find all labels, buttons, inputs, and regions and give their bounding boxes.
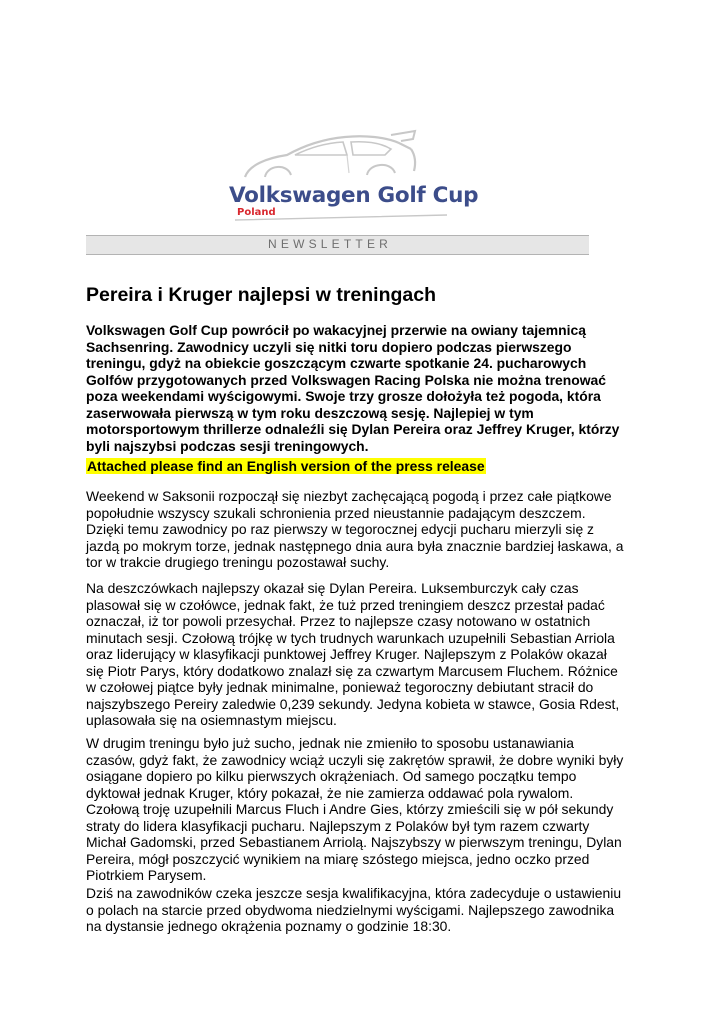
paragraph-line: tor w trakcie drugiego treningu pozostawał suchy. bbox=[86, 554, 390, 570]
body-paragraph-4 bbox=[86, 885, 646, 935]
newsletter-label: NEWSLETTER bbox=[268, 237, 393, 251]
lead-line: byli najszybsi podczas sesji treningowych. bbox=[86, 437, 369, 454]
paragraph-line: W drugim treningu było już sucho, jednak nie zmieniło to sposobu ustanawiania bbox=[86, 735, 574, 751]
lead-line: Golfów przygotowanych przed Volkswagen Racing Polska nie można trenować bbox=[86, 371, 606, 388]
lead-line: zaserwowała pierwszą w tym roku deszczową sesję. Najlepiej w tym bbox=[86, 404, 534, 421]
paragraph-line: Weekend w Saksonii rozpoczął się niezbyt zachęcającą pogodą i przez całe piątkowe bbox=[86, 488, 612, 504]
english-version-note bbox=[86, 458, 486, 474]
paragraph-line: Czołową troję uzupełnili Marcus Fluch i Andre Gies, którzy zmieścili się w pół sekundy bbox=[86, 801, 614, 817]
paragraph-line: popołudnie wszyscy szukali schronienia przed nieustannie padającym deszczem. bbox=[86, 504, 586, 521]
paragraph-line: jazdą po mokrym torze, jednak następnego dnia aura była znacznie bardziej łaskawa, a bbox=[86, 537, 624, 554]
lead-paragraph bbox=[86, 322, 646, 454]
lead-line: treningu, gdyż na obiekcie goszczącym czwarte spotkanie 24. pucharowych bbox=[86, 355, 587, 371]
paragraph-line: najszybszego Pereiry zaledwie 0,239 sekundy. Jedyna kobieta w stawce, Gosia Rdest, bbox=[86, 695, 620, 712]
english-version-highlight: Attached please find an English version of the press release bbox=[87, 458, 485, 474]
body-paragraph-1 bbox=[86, 488, 646, 571]
paragraph-line: o polach na starcie przed obydwoma niedzielnymi wyścigami. Najlepszego zawodnika bbox=[86, 901, 615, 918]
paragraph-line: minutach sesji. Czołową trójkę w tych trudnych warunkach uzupełnili Sebastian Arriola bbox=[86, 629, 615, 646]
paragraph-line: na dystansie jednego okrążenia poznamy o godzinie 18:30. bbox=[86, 918, 452, 934]
paragraph-line: Piotrkiem Parysem. bbox=[86, 867, 207, 883]
paragraph-line: Dziś na zawodników czeka jeszcze sesja kwalifikacyjna, która zadecyduje o ustawieniu bbox=[86, 885, 622, 901]
logo bbox=[215, 125, 479, 225]
lead-line: Volkswagen Golf Cup powrócił po wakacyjnej przerwie na owiany tajemnicą bbox=[86, 322, 586, 338]
paragraph-line: osiągane dopiero po kilku pierwszych okrążeniach. Od samego początku tempo bbox=[86, 768, 577, 784]
paragraph-line: dyktował jednak Kruger, który pokazał, że nie zamierza oddawać pola rywalom. bbox=[86, 784, 574, 801]
paragraph-line: uplasowała się na osiemnastym miejscu. bbox=[86, 712, 337, 728]
paragraph-line: straty do lidera klasyfikacji pucharu. Najlepszym z Polaków był tym razem czwarty bbox=[86, 817, 590, 834]
paragraph-line: plasował się w czołówce, jednak fakt, że tuż przed treningiem deszcz przestał padać bbox=[86, 596, 605, 613]
paragraph-line: oznaczał, iż tor powoli przesychał. Przez to najlepsze czasy notowano w ostatnich bbox=[86, 613, 591, 629]
paragraph-line: Michał Gadomski, przed Sebastianem Arriolą. Najszybszy w pierwszym treningu, Dylan bbox=[86, 834, 622, 850]
lead-line: poza weekendami wyścigowymi. Swoje trzy grosze dołożyła też pogoda, która bbox=[86, 388, 601, 404]
brand-title: Volkswagen Golf Cup bbox=[229, 183, 479, 208]
paragraph-line: Na deszczówkach najlepszy okazał się Dylan Pereira. Luksemburczyk cały czas bbox=[86, 580, 579, 596]
newsletter-banner bbox=[86, 235, 589, 255]
paragraph-line: się Piotr Parys, który dodatkowo znalazł się za czwartym Marcusem Fluchem. Różnice bbox=[86, 662, 618, 679]
brand-subtitle: Poland bbox=[237, 207, 276, 218]
lead-line: motorsportowym thrillerze odnaleźli się Dylan Pereira oraz Jeffrey Kruger, którzy bbox=[86, 421, 620, 437]
paragraph-line: czasów, gdyż fakt, że zawodnicy wciąż uczyli się zakrętów sprawił, że dobre wyniki były bbox=[86, 751, 624, 768]
paragraph-line: oraz liderujący w klasyfikacji punktowej Jeffrey Kruger. Najlepszym z Polaków okazał bbox=[86, 646, 607, 662]
lead-line: Sachsenring. Zawodnicy uczyli się nitki toru dopiero podczas pierwszego bbox=[86, 338, 572, 355]
body-paragraph-3 bbox=[86, 735, 646, 884]
paragraph-line: Pereira, mógł poszczycić wynikiem na miarę szóstego miejsca, jedno oczko przed bbox=[86, 850, 590, 867]
body-paragraph-2 bbox=[86, 580, 646, 729]
paragraph-line: Dzięki temu zawodnicy po raz pierwszy w tegorocznej edycji pucharu mierzyli się z bbox=[86, 521, 594, 537]
headline: Pereira i Kruger najlepsi w treningach bbox=[86, 284, 437, 306]
paragraph-line: w czołowej piątce były jednak minimalne, ponieważ tegoroczny debiutant stracił do bbox=[86, 679, 594, 695]
